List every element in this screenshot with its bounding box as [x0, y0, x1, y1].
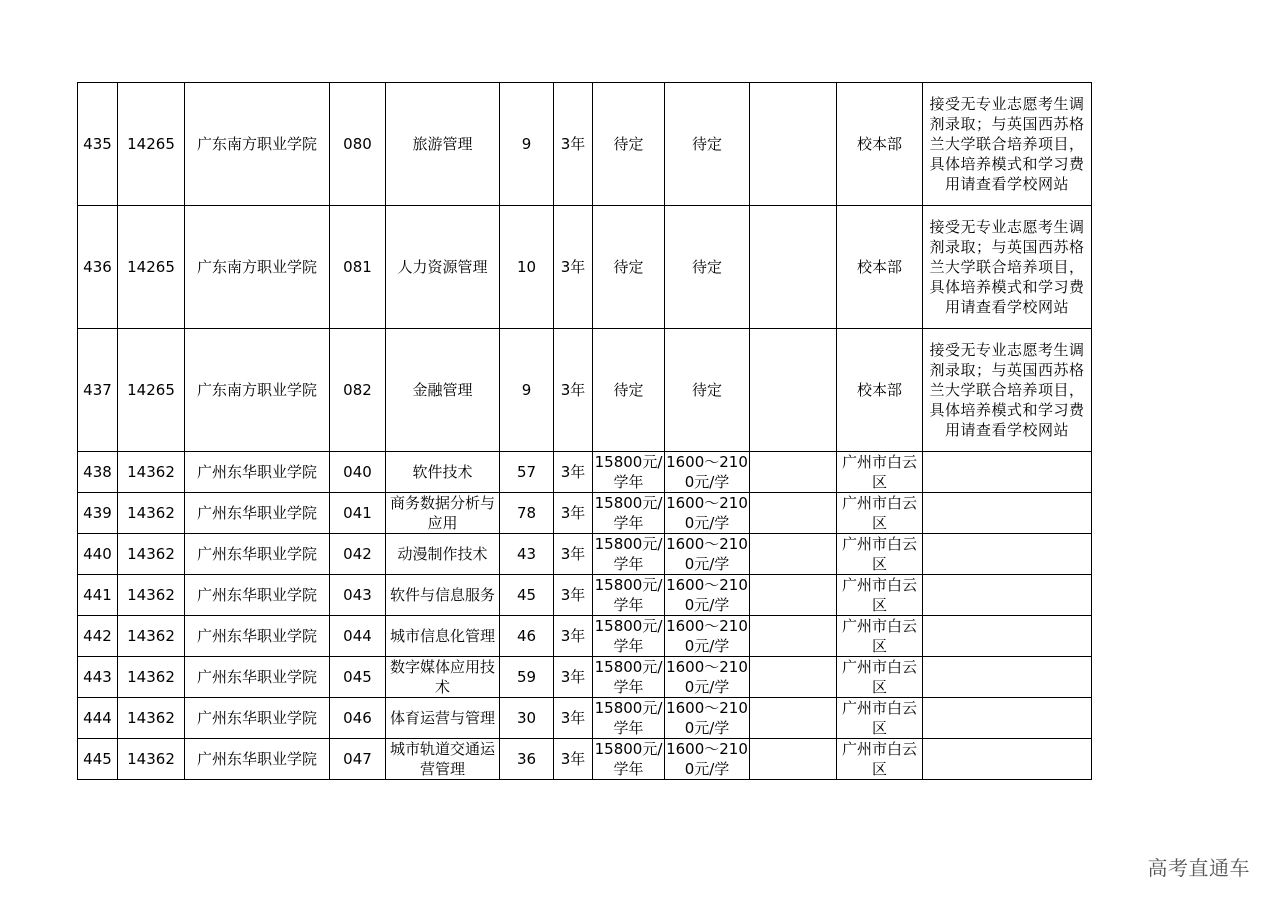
cell-note [923, 616, 1092, 657]
cell-study-years: 3年 [554, 616, 593, 657]
cell-lodging-fee: 1600～2100元/学 [666, 494, 748, 532]
cell-note [923, 739, 1092, 780]
cell-major-code: 047 [330, 739, 386, 780]
cell-seq: 439 [78, 493, 118, 534]
cell-note: 接受无专业志愿考生调剂录取；与英国西苏格兰大学联合培养项目，具体培养模式和学习费用请查看学校网站 [923, 206, 1092, 329]
cell-major-code: 046 [330, 698, 386, 739]
cell-extra [750, 83, 837, 206]
cell-major-name: 数字媒体应用技术 [386, 657, 500, 698]
cell-school-name: 广州东华职业学院 [185, 493, 330, 534]
cell-seq: 440 [78, 534, 118, 575]
cell-major-code: 043 [330, 575, 386, 616]
cell-tuition: 待定 [593, 329, 665, 452]
cell-campus: 广州市白云区 [837, 493, 923, 534]
cell-seq: 441 [78, 575, 118, 616]
cell-campus: 校本部 [837, 83, 923, 206]
cell-lodging-fee: 待定 [665, 83, 750, 206]
cell-school-name: 广州东华职业学院 [185, 534, 330, 575]
cell-extra [750, 739, 837, 780]
cell-note [923, 657, 1092, 698]
cell-study-years: 3年 [554, 575, 593, 616]
cell-school-name: 广东南方职业学院 [185, 83, 330, 206]
cell-campus: 广州市白云区 [837, 698, 923, 739]
cell-school-name: 广州东华职业学院 [185, 739, 330, 780]
cell-campus: 校本部 [837, 329, 923, 452]
cell-school-code: 14362 [118, 657, 185, 698]
cell-extra [750, 493, 837, 534]
cell-campus: 广州市白云区 [837, 739, 923, 780]
cell-seq: 442 [78, 616, 118, 657]
cell-tuition: 15800元/学年 [593, 739, 665, 780]
cell-note [923, 698, 1092, 739]
cell-school-code: 14362 [118, 739, 185, 780]
cell-note: 接受无专业志愿考生调剂录取；与英国西苏格兰大学联合培养项目，具体培养模式和学习费用请查看学校网站 [923, 83, 1092, 206]
cell-lodging-fee: 1600～2100元/学 [666, 576, 748, 614]
cell-plan-count: 9 [500, 83, 554, 206]
cell-school-code: 14362 [118, 493, 185, 534]
cell-plan-count: 9 [500, 329, 554, 452]
cell-school-code: 14362 [118, 534, 185, 575]
table-row [78, 452, 1092, 493]
cell-study-years: 3年 [554, 534, 593, 575]
cell-campus: 广州市白云区 [837, 575, 923, 616]
cell-lodging-fee: 1600～2100元/学 [666, 453, 748, 491]
cell-extra [750, 575, 837, 616]
cell-extra [750, 534, 837, 575]
cell-seq: 444 [78, 698, 118, 739]
cell-major-name: 旅游管理 [386, 83, 500, 206]
cell-extra [750, 657, 837, 698]
cell-study-years: 3年 [554, 493, 593, 534]
cell-study-years: 3年 [554, 206, 593, 329]
cell-school-code: 14362 [118, 698, 185, 739]
cell-seq: 435 [78, 83, 118, 206]
cell-study-years: 3年 [554, 657, 593, 698]
table-row [78, 739, 1092, 780]
cell-school-name: 广州东华职业学院 [185, 575, 330, 616]
cell-study-years: 3年 [554, 452, 593, 493]
cell-major-code: 044 [330, 616, 386, 657]
cell-lodging-fee: 1600～2100元/学 [666, 658, 748, 696]
cell-major-name: 体育运营与管理 [386, 698, 500, 739]
cell-study-years: 3年 [554, 739, 593, 780]
cell-major-name: 软件技术 [386, 452, 500, 493]
table-row [78, 83, 1092, 206]
cell-extra [750, 329, 837, 452]
cell-school-name: 广州东华职业学院 [185, 657, 330, 698]
cell-major-code: 042 [330, 534, 386, 575]
cell-school-name: 广东南方职业学院 [185, 329, 330, 452]
cell-lodging-fee: 待定 [665, 206, 750, 329]
cell-school-code: 14265 [118, 329, 185, 452]
cell-major-name: 软件与信息服务 [386, 575, 500, 616]
cell-lodging-fee: 1600～2100元/学 [666, 699, 748, 737]
cell-major-code: 040 [330, 452, 386, 493]
cell-lodging-fee: 待定 [665, 329, 750, 452]
cell-campus: 广州市白云区 [837, 452, 923, 493]
cell-seq: 437 [78, 329, 118, 452]
cell-school-name: 广州东华职业学院 [185, 698, 330, 739]
cell-major-code: 080 [330, 83, 386, 206]
cell-note: 接受无专业志愿考生调剂录取；与英国西苏格兰大学联合培养项目，具体培养模式和学习费用请查看学校网站 [923, 329, 1092, 452]
cell-school-code: 14362 [118, 452, 185, 493]
cell-plan-count: 43 [500, 534, 554, 575]
cell-tuition: 15800元/学年 [593, 657, 665, 698]
cell-school-name: 广州东华职业学院 [185, 452, 330, 493]
cell-plan-count: 46 [500, 616, 554, 657]
cell-extra [750, 206, 837, 329]
table-row [78, 534, 1092, 575]
cell-school-name: 广东南方职业学院 [185, 206, 330, 329]
cell-tuition: 15800元/学年 [593, 698, 665, 739]
cell-major-code: 045 [330, 657, 386, 698]
cell-school-code: 14362 [118, 616, 185, 657]
cell-major-name: 城市信息化管理 [386, 616, 500, 657]
cell-school-code: 14265 [118, 83, 185, 206]
table-row [78, 616, 1092, 657]
cell-study-years: 3年 [554, 329, 593, 452]
cell-lodging-fee: 1600～2100元/学 [666, 617, 748, 655]
cell-major-name: 动漫制作技术 [386, 534, 500, 575]
cell-seq: 438 [78, 452, 118, 493]
cell-plan-count: 57 [500, 452, 554, 493]
table-row [78, 206, 1092, 329]
cell-tuition: 待定 [593, 206, 665, 329]
cell-campus: 广州市白云区 [837, 534, 923, 575]
cell-school-code: 14362 [118, 575, 185, 616]
cell-major-name: 商务数据分析与应用 [386, 493, 500, 534]
cell-note [923, 452, 1092, 493]
cell-plan-count: 45 [500, 575, 554, 616]
cell-school-name: 广州东华职业学院 [185, 616, 330, 657]
cell-plan-count: 30 [500, 698, 554, 739]
cell-study-years: 3年 [554, 698, 593, 739]
cell-campus: 广州市白云区 [837, 616, 923, 657]
cell-plan-count: 59 [500, 657, 554, 698]
cell-note [923, 493, 1092, 534]
cell-study-years: 3年 [554, 83, 593, 206]
cell-extra [750, 698, 837, 739]
enrollment-table [77, 82, 1092, 780]
table-row [78, 329, 1092, 452]
table-row [78, 493, 1092, 534]
cell-tuition: 15800元/学年 [593, 616, 665, 657]
cell-note [923, 575, 1092, 616]
cell-note [923, 534, 1092, 575]
cell-tuition: 15800元/学年 [593, 493, 665, 534]
cell-major-code: 082 [330, 329, 386, 452]
table-row [78, 698, 1092, 739]
cell-plan-count: 36 [500, 739, 554, 780]
watermark-text: 高考直通车 [1147, 856, 1250, 880]
cell-major-name: 金融管理 [386, 329, 500, 452]
cell-seq: 443 [78, 657, 118, 698]
cell-seq: 445 [78, 739, 118, 780]
cell-major-name: 人力资源管理 [386, 206, 500, 329]
cell-major-code: 081 [330, 206, 386, 329]
cell-lodging-fee: 1600～2100元/学 [666, 535, 748, 573]
cell-extra [750, 616, 837, 657]
cell-major-name: 城市轨道交通运营管理 [386, 739, 500, 780]
cell-tuition: 待定 [593, 83, 665, 206]
cell-extra [750, 452, 837, 493]
cell-lodging-fee: 1600～2100元/学 [666, 740, 748, 778]
cell-tuition: 15800元/学年 [593, 534, 665, 575]
table-row [78, 657, 1092, 698]
table-row [78, 575, 1092, 616]
cell-major-code: 041 [330, 493, 386, 534]
cell-plan-count: 10 [500, 206, 554, 329]
cell-campus: 校本部 [837, 206, 923, 329]
cell-plan-count: 78 [500, 493, 554, 534]
cell-campus: 广州市白云区 [837, 657, 923, 698]
cell-school-code: 14265 [118, 206, 185, 329]
cell-seq: 436 [78, 206, 118, 329]
cell-tuition: 15800元/学年 [593, 575, 665, 616]
cell-tuition: 15800元/学年 [593, 452, 665, 493]
